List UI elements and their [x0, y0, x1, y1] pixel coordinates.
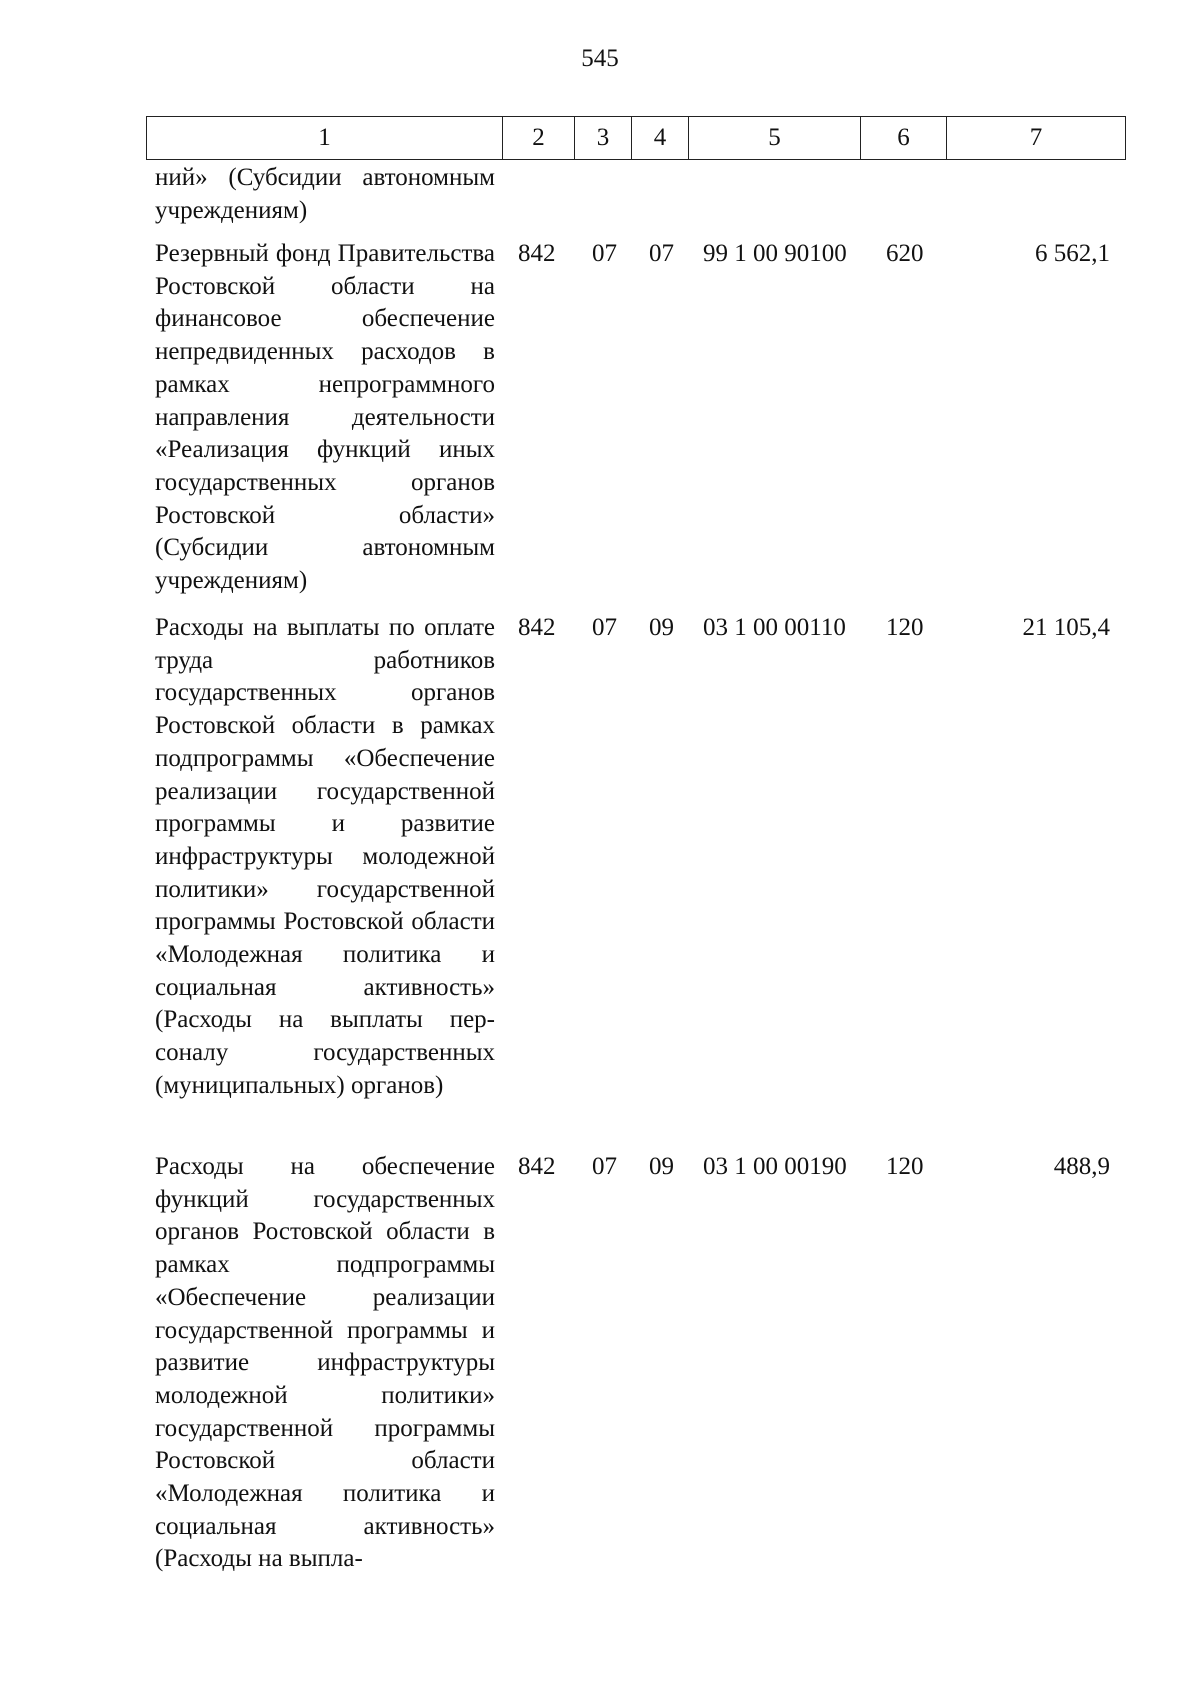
row-section: 07 [592, 1153, 617, 1180]
row-description: Резервный фонд Правительства Ростовской области на финансовое обеспечение непредвиденных расходов в рамках непрограммного направления деятельности «Реализация функций иных государственных органов Ростовской области» (Субсидии автономным учреждениям) [155, 240, 495, 595]
header-col-6: 6 [861, 117, 947, 160]
row-description: Расходы на выплаты по оплате труда работников государственных органов Ростовской области в рамках подпрограммы «Обеспечение реализации государственной программы и развитие инфраструктуры молодежной политики» государственной программы Ростовской области «Молодежная политика и социальная активность» (Расходы на выплаты персоналу государственных (муниципальных) органов) [155, 614, 495, 1099]
row-code: 842 [518, 240, 556, 267]
row-code: 842 [518, 614, 556, 641]
row-target-article: 03 1 00 00190 [703, 1153, 847, 1180]
row-description: ний» (Субсидии автономным учреждениям) [155, 164, 495, 224]
header-col-4: 4 [632, 117, 689, 160]
header-col-3: 3 [575, 117, 632, 160]
row-target-article: 03 1 00 00110 [703, 614, 846, 641]
row-subsection: 07 [649, 240, 674, 267]
row-description: Расходы на обеспечение функций государственных органов Ростовской области в рамках подпрограммы «Обеспечение реализации государственной программы и развитие инфраструктуры молодежной политики» государственной программы Ростовской области «Молодежная политика и социальная активность» (Расходы на выпла- [155, 1153, 495, 1573]
row-section: 07 [592, 240, 617, 267]
header-col-1: 1 [147, 117, 503, 160]
header-row [147, 117, 1126, 160]
row-expense-type: 120 [886, 1153, 924, 1180]
header-col-2: 2 [503, 117, 575, 160]
row-target-article: 99 1 00 90100 [703, 240, 847, 267]
header-col-7: 7 [947, 117, 1126, 160]
row-subsection: 09 [649, 614, 674, 641]
row-subsection: 09 [649, 1153, 674, 1180]
header-col-5: 5 [689, 117, 861, 160]
row-amount: 21 105,4 [1022, 614, 1110, 641]
row-section: 07 [592, 614, 617, 641]
page-number: 545 [581, 45, 619, 72]
row-code: 842 [518, 1153, 556, 1180]
row-amount: 488,9 [1053, 1153, 1110, 1180]
row-expense-type: 120 [886, 614, 924, 641]
table-header [146, 116, 1126, 160]
row-expense-type: 620 [886, 240, 924, 267]
row-amount: 6 562,1 [1035, 240, 1110, 267]
